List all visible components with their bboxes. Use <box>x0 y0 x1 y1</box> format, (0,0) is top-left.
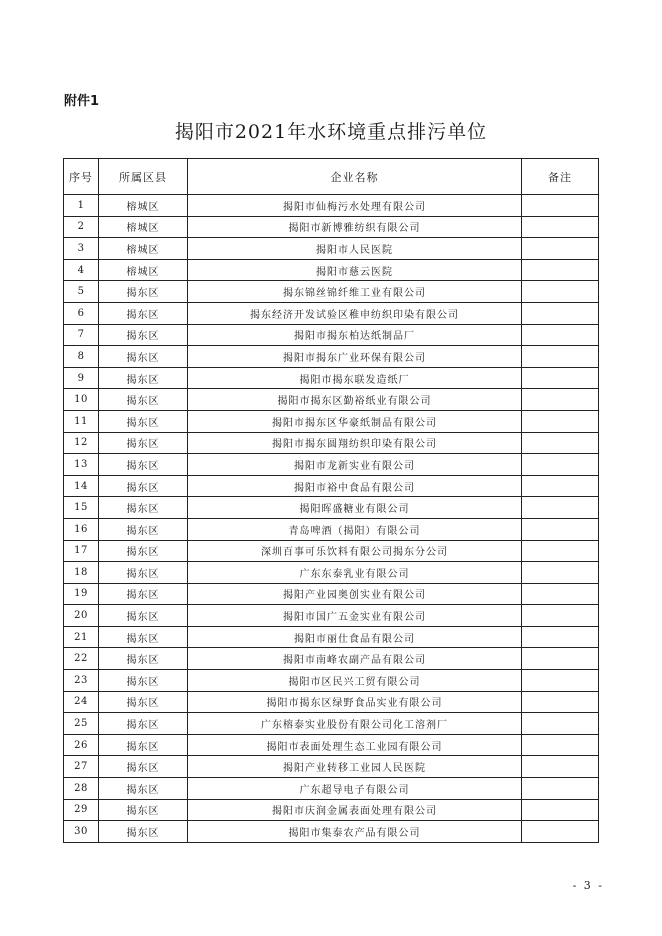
cell-no: 16 <box>64 518 99 540</box>
cell-district: 揭东区 <box>99 583 188 605</box>
cell-district: 揭东区 <box>99 475 188 497</box>
cell-company: 揭阳市庆润金属表面处理有限公司 <box>188 799 522 821</box>
cell-district: 揭东区 <box>99 432 188 454</box>
cell-no: 14 <box>64 475 99 497</box>
cell-district: 揭东区 <box>99 626 188 648</box>
cell-company: 揭阳市揭东圆翔纺织印染有限公司 <box>188 432 522 454</box>
cell-note <box>522 367 599 389</box>
cell-district: 揭东区 <box>99 778 188 800</box>
cell-district: 榕城区 <box>99 216 188 238</box>
attachment-label: 附件1 <box>64 94 100 109</box>
cell-no: 23 <box>64 670 99 692</box>
cell-company: 揭阳市仙梅污水处理有限公司 <box>188 195 522 217</box>
table-row <box>64 648 599 670</box>
cell-no: 22 <box>64 648 99 670</box>
cell-no: 9 <box>64 367 99 389</box>
header-district: 所属区县 <box>99 159 188 195</box>
cell-district: 揭东区 <box>99 281 188 303</box>
document-title: 揭阳市2021年水环境重点排污单位 <box>174 121 488 143</box>
table-row <box>64 410 599 432</box>
cell-note <box>522 346 599 368</box>
table-row <box>64 475 599 497</box>
cell-no: 3 <box>64 238 99 260</box>
cell-company: 揭阳市区民兴工贸有限公司 <box>188 670 522 692</box>
cell-no: 7 <box>64 324 99 346</box>
cell-note <box>522 821 599 843</box>
cell-company: 揭阳市集泰农产品有限公司 <box>188 821 522 843</box>
cell-note <box>522 562 599 584</box>
cell-note <box>522 605 599 627</box>
cell-no: 19 <box>64 583 99 605</box>
table-row <box>64 583 599 605</box>
cell-district: 揭东区 <box>99 540 188 562</box>
cell-no: 30 <box>64 821 99 843</box>
cell-note <box>522 454 599 476</box>
cell-note <box>522 799 599 821</box>
table-row <box>64 518 599 540</box>
cell-company: 揭阳市揭东区绿野食品实业有限公司 <box>188 691 522 713</box>
table-row <box>64 821 599 843</box>
table-body <box>64 195 599 843</box>
cell-company: 揭阳市揭东联发造纸厂 <box>188 367 522 389</box>
cell-district: 揭东区 <box>99 691 188 713</box>
cell-no: 15 <box>64 497 99 519</box>
header-company: 企业名称 <box>188 159 522 195</box>
cell-district: 榕城区 <box>99 259 188 281</box>
cell-no: 27 <box>64 756 99 778</box>
header-no: 序号 <box>64 159 99 195</box>
cell-no: 21 <box>64 626 99 648</box>
cell-district: 揭东区 <box>99 324 188 346</box>
table-row <box>64 367 599 389</box>
cell-no: 4 <box>64 259 99 281</box>
table-row <box>64 454 599 476</box>
table-row <box>64 713 599 735</box>
cell-no: 2 <box>64 216 99 238</box>
cell-note <box>522 648 599 670</box>
cell-note <box>522 259 599 281</box>
cell-no: 10 <box>64 389 99 411</box>
cell-note <box>522 238 599 260</box>
cell-district: 揭东区 <box>99 389 188 411</box>
cell-no: 28 <box>64 778 99 800</box>
cell-company: 揭阳市揭东区华豪纸制品有限公司 <box>188 410 522 432</box>
cell-no: 12 <box>64 432 99 454</box>
cell-no: 18 <box>64 562 99 584</box>
cell-no: 24 <box>64 691 99 713</box>
cell-district: 揭东区 <box>99 648 188 670</box>
table-row <box>64 778 599 800</box>
cell-district: 揭东区 <box>99 518 188 540</box>
table-row <box>64 216 599 238</box>
cell-district: 揭东区 <box>99 605 188 627</box>
cell-note <box>522 324 599 346</box>
table-row <box>64 626 599 648</box>
table-row <box>64 691 599 713</box>
cell-company: 揭阳产业园奥创实业有限公司 <box>188 583 522 605</box>
cell-district: 榕城区 <box>99 195 188 217</box>
table-row <box>64 432 599 454</box>
cell-note <box>522 410 599 432</box>
cell-note <box>522 691 599 713</box>
cell-no: 17 <box>64 540 99 562</box>
table-row <box>64 195 599 217</box>
cell-district: 揭东区 <box>99 367 188 389</box>
table-row <box>64 497 599 519</box>
cell-company: 广东榕泰实业股份有限公司化工溶剂厂 <box>188 713 522 735</box>
cell-company: 揭阳市国广五金实业有限公司 <box>188 605 522 627</box>
cell-company: 深圳百事可乐饮料有限公司揭东分公司 <box>188 540 522 562</box>
cell-no: 11 <box>64 410 99 432</box>
cell-note <box>522 756 599 778</box>
cell-no: 1 <box>64 195 99 217</box>
table-row <box>64 562 599 584</box>
cell-company: 揭阳市揭东柏达纸制品厂 <box>188 324 522 346</box>
cell-no: 25 <box>64 713 99 735</box>
cell-company: 揭阳市新博雅纺织有限公司 <box>188 216 522 238</box>
cell-district: 揭东区 <box>99 562 188 584</box>
cell-district: 揭东区 <box>99 799 188 821</box>
enterprise-table <box>63 158 599 843</box>
header-note: 备注 <box>522 159 599 195</box>
cell-note <box>522 583 599 605</box>
cell-no: 8 <box>64 346 99 368</box>
cell-note <box>522 281 599 303</box>
table-row <box>64 302 599 324</box>
cell-district: 揭东区 <box>99 670 188 692</box>
cell-note <box>522 216 599 238</box>
cell-note <box>522 626 599 648</box>
cell-district: 揭东区 <box>99 713 188 735</box>
cell-company: 广东东泰乳业有限公司 <box>188 562 522 584</box>
cell-company: 揭阳市揭东区勤裕纸业有限公司 <box>188 389 522 411</box>
cell-note <box>522 432 599 454</box>
cell-note <box>522 518 599 540</box>
cell-district: 揭东区 <box>99 734 188 756</box>
cell-note <box>522 497 599 519</box>
cell-company: 揭阳市南峰农副产品有限公司 <box>188 648 522 670</box>
cell-no: 6 <box>64 302 99 324</box>
cell-no: 26 <box>64 734 99 756</box>
table-header-row <box>64 159 599 195</box>
cell-company: 揭阳市揭东广业环保有限公司 <box>188 346 522 368</box>
cell-note <box>522 734 599 756</box>
table-row <box>64 734 599 756</box>
cell-company: 揭东锦丝锦纤维工业有限公司 <box>188 281 522 303</box>
cell-note <box>522 540 599 562</box>
table-row <box>64 605 599 627</box>
cell-note <box>522 670 599 692</box>
cell-note <box>522 195 599 217</box>
cell-note <box>522 302 599 324</box>
cell-company: 揭阳市表面处理生态工业园有限公司 <box>188 734 522 756</box>
cell-district: 揭东区 <box>99 302 188 324</box>
table-row <box>64 389 599 411</box>
cell-company: 揭阳市人民医院 <box>188 238 522 260</box>
cell-no: 29 <box>64 799 99 821</box>
cell-district: 揭东区 <box>99 821 188 843</box>
cell-no: 13 <box>64 454 99 476</box>
cell-note <box>522 389 599 411</box>
cell-company: 揭阳市慈云医院 <box>188 259 522 281</box>
page-number: - 3 - <box>572 879 604 892</box>
table-row <box>64 670 599 692</box>
table-row <box>64 799 599 821</box>
cell-company: 揭阳晖盛糖业有限公司 <box>188 497 522 519</box>
table-row <box>64 259 599 281</box>
cell-district: 揭东区 <box>99 454 188 476</box>
cell-company: 揭东经济开发试验区稚申纺织印染有限公司 <box>188 302 522 324</box>
cell-note <box>522 713 599 735</box>
table-row <box>64 324 599 346</box>
table-row <box>64 540 599 562</box>
cell-company: 揭阳市龙新实业有限公司 <box>188 454 522 476</box>
cell-no: 20 <box>64 605 99 627</box>
table-row <box>64 756 599 778</box>
cell-company: 揭阳产业转移工业园人民医院 <box>188 756 522 778</box>
cell-district: 揭东区 <box>99 346 188 368</box>
cell-district: 榕城区 <box>99 238 188 260</box>
cell-company: 青岛啤酒（揭阳）有限公司 <box>188 518 522 540</box>
table-row <box>64 346 599 368</box>
cell-company: 揭阳市裕中食品有限公司 <box>188 475 522 497</box>
cell-district: 揭东区 <box>99 756 188 778</box>
cell-district: 揭东区 <box>99 497 188 519</box>
cell-note <box>522 475 599 497</box>
cell-note <box>522 778 599 800</box>
table-row <box>64 281 599 303</box>
table-row <box>64 238 599 260</box>
cell-district: 揭东区 <box>99 410 188 432</box>
cell-no: 5 <box>64 281 99 303</box>
cell-company: 广东超导电子有限公司 <box>188 778 522 800</box>
cell-company: 揭阳市丽仕食品有限公司 <box>188 626 522 648</box>
